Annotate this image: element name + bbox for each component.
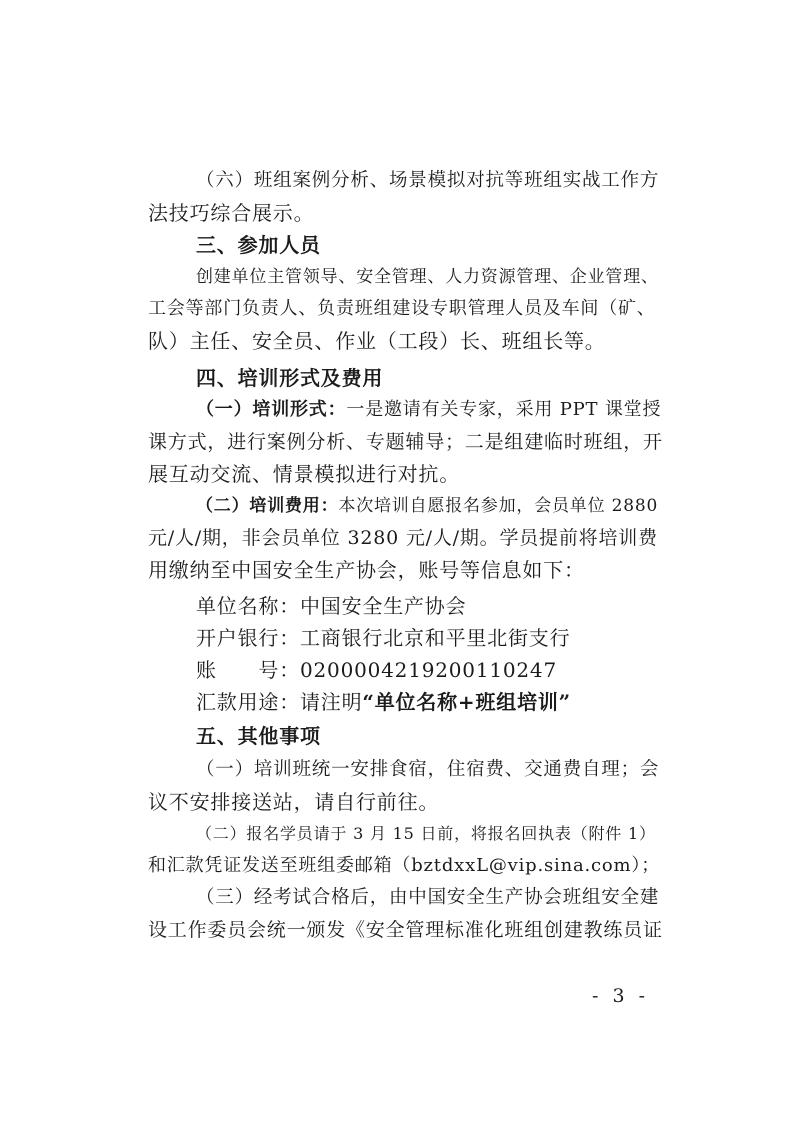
item2-line1: （二）报名学员请于 3 月 15 日前，将报名回执表（附件 1）: [196, 824, 656, 843]
form-line2: 课方式，进行案例分析、专题辅导；二是组建临时班组，开: [148, 431, 663, 453]
item6-line2: 法技巧综合展示。: [148, 201, 315, 225]
form-label: （一）培训形式：: [196, 399, 347, 420]
section3-heading: 三、参加人员: [196, 233, 321, 257]
fee-line3: 用缴纳至中国安全生产协会，账号等信息如下：: [148, 558, 585, 582]
purpose-label: 汇款用途：请注明: [196, 690, 363, 714]
form-line1: [196, 395, 663, 425]
item1-line2: 议不安排接送站，请自行前往。: [148, 790, 440, 814]
page-number: - 3 -: [592, 985, 650, 1007]
fee-label: （二）培训费用：: [196, 496, 339, 516]
item3-line2: 设工作委员会统一颁发《安全管理标准化班组创建教练员证: [148, 919, 663, 941]
bank-purpose-line: [196, 687, 663, 717]
bank-account-line: 账 号：0200004219200110247: [196, 658, 557, 682]
fee-text: 本次培训自愿报名参加，会员单位 2880: [338, 496, 659, 516]
section5-heading: 五、其他事项: [196, 724, 321, 748]
section3-line2: 工会等部门负责人、负责班组建设专职管理人员及车间（矿、: [148, 298, 656, 319]
item3-line1: （三）经考试合格后，由中国安全生产协会班组安全建: [196, 887, 660, 908]
item1-line1: （一）培训班统一安排食宿，住宿费、交通费自理；会: [196, 759, 660, 780]
form-line3: 展互动交流、情景模拟进行对抗。: [148, 462, 460, 486]
form-text: 一是邀请有关专家，采用 PPT 课堂授: [346, 399, 662, 420]
fee-line2: 元/人/期，非会员单位 3280 元/人/期。学员提前将培训费: [148, 527, 658, 549]
purpose-value: “单位名称+班组培训”: [362, 690, 571, 714]
item6-line1: （六）班组案例分析、场景模拟对抗等班组实战工作方: [196, 170, 660, 191]
item2-line2: 和汇款凭证发送至班组委邮箱（bztdxxL@vip.sina.com）；: [148, 855, 661, 876]
fee-line1: [196, 491, 663, 521]
bank-name-line: 单位名称：中国安全生产协会: [196, 594, 467, 618]
section3-line1: 创建单位主管领导、安全管理、人力资源管理、企业管理、: [196, 267, 659, 287]
bank-branch-line: 开户银行：工商银行北京和平里北街支行: [196, 626, 571, 650]
section3-line3: 队）主任、安全员、作业（工段）长、班组长等。: [148, 329, 606, 353]
section4-heading: 四、培训形式及费用: [196, 366, 384, 390]
